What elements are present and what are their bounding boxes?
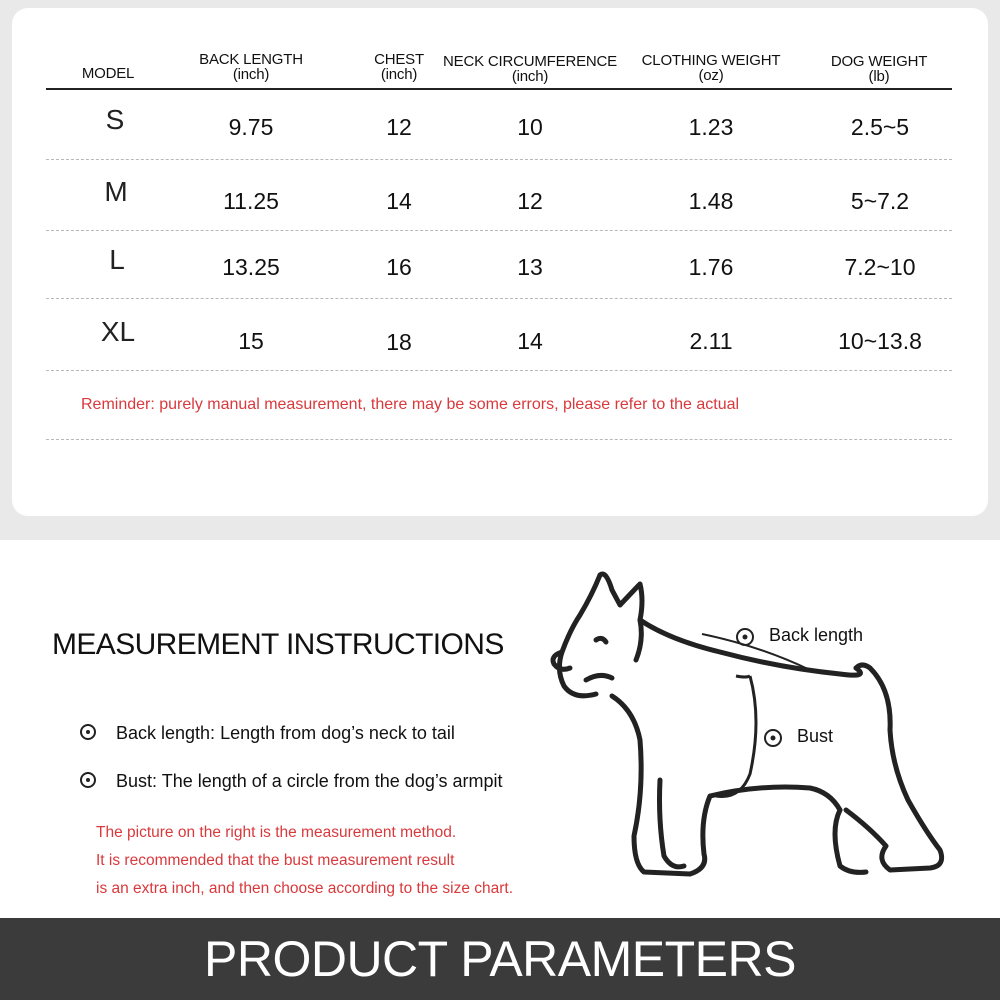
cell-neck: 13 (517, 254, 543, 280)
header-dog-weight: DOG WEIGHT (lb) (830, 53, 928, 85)
header-back-length: BACK LENGTH (inch) (199, 51, 303, 83)
row-divider (46, 159, 952, 160)
target-icon (80, 772, 96, 788)
cell-dog-weight: 2.5~5 (850, 114, 910, 140)
cell-back-length: 15 (238, 328, 264, 354)
table-row (12, 312, 988, 372)
cell-neck: 14 (517, 328, 543, 354)
header-model: MODEL (81, 65, 135, 82)
note-line: It is recommended that the bust measurement result (96, 852, 455, 869)
cell-chest: 16 (386, 254, 412, 280)
instruction-bust: Bust: The length of a circle from the dog’s armpit (80, 771, 503, 792)
cell-chest: 18 (386, 329, 412, 355)
table-row (12, 102, 988, 162)
instructions-title: MEASUREMENT INSTRUCTIONS (52, 628, 504, 661)
dog-outline-icon (540, 560, 980, 910)
cell-chest: 14 (386, 188, 412, 214)
cell-model: S (105, 104, 125, 135)
measurement-instructions-panel (0, 540, 1000, 918)
cell-dog-weight: 7.2~10 (844, 254, 916, 280)
cell-neck: 10 (517, 114, 543, 140)
cell-model: XL (100, 316, 136, 347)
table-row (12, 174, 988, 234)
back-length-label: Back length (769, 625, 864, 645)
cell-back-length: 11.25 (223, 188, 279, 214)
cell-neck: 12 (517, 188, 543, 214)
cell-dog-weight: 10~13.8 (838, 328, 922, 354)
cell-clothing-weight: 1.23 (688, 114, 734, 140)
table-row (12, 242, 988, 302)
cell-back-length: 13.25 (222, 254, 280, 280)
row-divider (46, 230, 952, 231)
cell-dog-weight: 5~7.2 (850, 188, 910, 214)
header-chest: CHEST (inch) (374, 51, 424, 83)
bust-label: Bust (797, 726, 834, 746)
cell-back-length: 9.75 (228, 114, 274, 140)
row-divider (46, 298, 952, 299)
header-clothing-weight: CLOTHING WEIGHT (oz) (641, 52, 781, 84)
cell-clothing-weight: 1.48 (688, 188, 734, 214)
dog-measurement-diagram (540, 560, 980, 910)
header-neck-circumference: NECK CIRCUMFERENCE (inch) (443, 53, 617, 85)
target-icon (80, 724, 96, 740)
note-line: The picture on the right is the measurement method. (96, 824, 457, 841)
cell-clothing-weight: 1.76 (688, 254, 734, 280)
row-divider (46, 439, 952, 440)
note-line: is an extra inch, and then choose according to the size chart. (96, 880, 514, 897)
product-parameters-banner (0, 918, 1000, 1000)
instruction-back-length: Back length: Length from dog’s neck to tail (80, 723, 455, 744)
banner-title: PRODUCT PARAMETERS (203, 931, 796, 987)
cell-model: L (109, 244, 125, 275)
cell-clothing-weight: 2.11 (689, 328, 733, 354)
row-divider (46, 370, 952, 371)
cell-chest: 12 (386, 114, 412, 140)
header-divider (46, 88, 952, 90)
reminder-text: Reminder: purely manual measurement, there may be some errors, please refer to the actual (81, 396, 740, 413)
size-chart-card (12, 8, 988, 516)
cell-model: M (104, 176, 128, 207)
